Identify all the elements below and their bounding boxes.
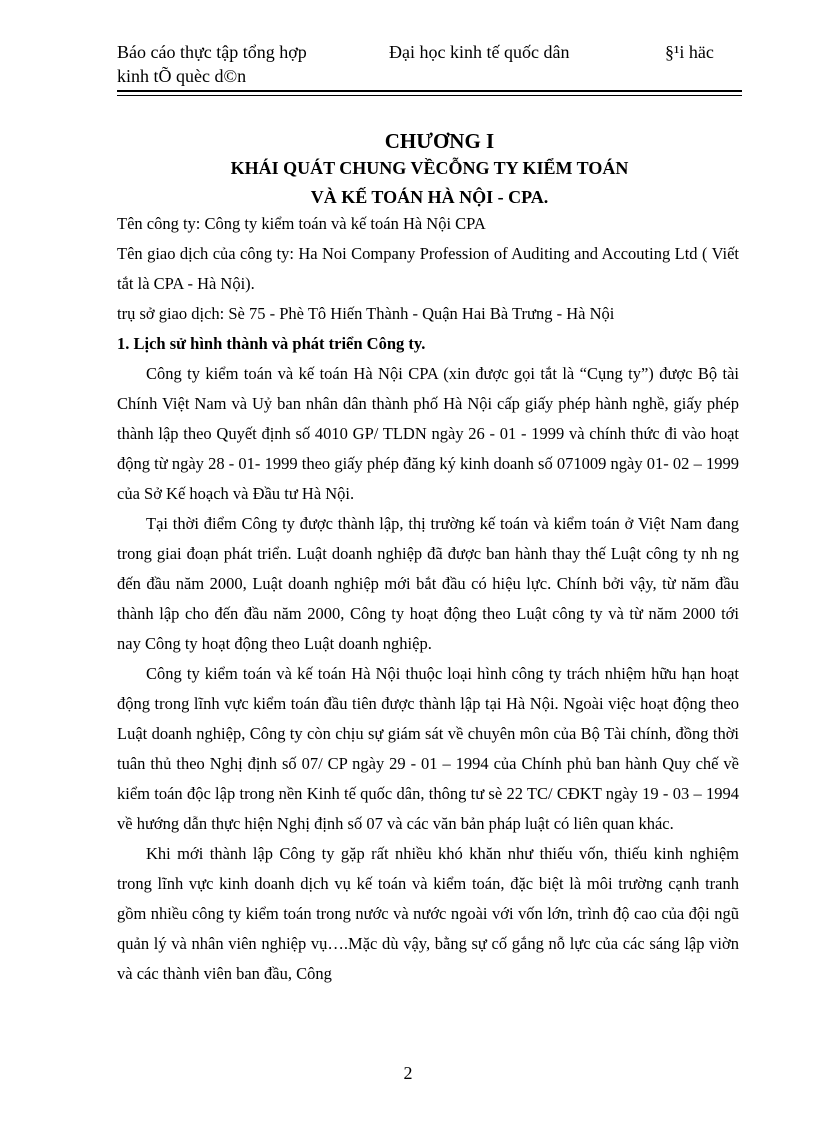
chapter-heading	[117, 128, 742, 212]
chapter-subtitle-line2: VÀ KẾ TOÁN HÀ NỘI - CPA.	[310, 187, 549, 207]
company-name: Tên công ty: Công ty kiểm toán và kế toán Hà Nội CPA	[117, 214, 486, 233]
header-rule-thin	[117, 95, 742, 96]
header-rule-thick	[117, 90, 742, 92]
header-university: Đại học kinh tế quốc dân	[389, 42, 570, 62]
paragraph: Công ty kiểm toán và kế toán Hà Nội thuộc loại hình công ty trách nhiệm hữu hạn hoạt động trong lĩnh vực kiểm toán đầu tiên được thành lập tại Hà Nội. Ngoài việc hoạt động theo Luật doanh nghiệp, Công ty còn chịu sự giám sát về chuyên môn của Bộ Tài chính, đồng thời tuân thủ theo Nghị định số 07/ CP ngày 29 - 01 – 1994 của Chính phủ ban hành Quy chế về kiểm toán độc lập trong nền Kinh tế quốc dân, thông tư sè 22 TC/ CĐKT ngày 19 - 03 – 1994 về hướng dẫn thực hiện Nghị định số 07 và các văn bản pháp luật có liên quan khác.	[117, 664, 739, 833]
page-header	[117, 40, 742, 90]
paragraph: Công ty kiểm toán và kế toán Hà Nội CPA (xin được gọi tắt là “Cụng ty”) được Bộ tài Chính Việt Nam và Uỷ ban nhân dân thành phố Hà Nội cấp giấy phép hành nghề, giấy phép thành lập theo Quyết định số 4010 GP/ TLDN ngày 26 - 01 - 1999 và chính thức đi vào hoạt động từ ngày 28 - 01- 1999 theo giấy phép đăng ký kinh doanh số 071009 ngày 01- 02 – 1999 của Sở Kế hoạch và Đầu tư Hà Nội.	[117, 364, 739, 503]
company-address: trụ sở giao dịch: Sè 75 - Phè Tô Hiến Thành - Quận Hai Bà Trưng - Hà Nội	[117, 304, 615, 323]
paragraph: Khi mới thành lập Công ty gặp rất nhiều khó khăn như thiếu vốn, thiếu kinh nghiệm trong lĩnh vực kinh doanh dịch vụ kế toán và kiểm toán, đặc biệt là môi trường cạnh tranh gồm nhiều công ty kiểm toán trong nước và nước ngoài với vốn lớn, trình độ cao của đội ngũ quản lý và nhân viên nghiệp vụ….Mặc dù vậy, bằng sự cố gắng nỗ lực của các sáng lập viờn và các thành viên ban đầu, Công	[117, 844, 739, 983]
section-heading: 1. Lịch sử hình thành và phát triển Công ty.	[117, 334, 426, 353]
header-left-line1: Báo cáo thực tập tổng hợp	[117, 42, 307, 62]
chapter-subtitle-line1: KHÁI QUÁT CHUNG VỀCỖNG TY KIỂM TOÁN	[230, 158, 629, 178]
page-number: 2	[403, 1063, 413, 1083]
header-right-text: §¹i häc	[665, 42, 714, 62]
header-left-line2: kinh tÕ quèc d©n	[117, 66, 247, 86]
document-body	[117, 209, 739, 989]
chapter-title: CHƯƠNG I	[384, 129, 495, 153]
company-trade-name: Tên giao dịch của công ty: Ha Noi Company Profession of Auditing and Accouting Ltd ( Viết tắt là CPA - Hà Nội).	[117, 244, 739, 293]
paragraph: Tại thời điểm Công ty được thành lập, thị trường kế toán và kiểm toán ở Việt Nam đang trong giai đoạn phát triển. Luật doanh nghiệp đã được ban hành thay thế Luật công ty nh ng đến đầu năm 2000, Luật doanh nghiệp mới bắt đầu có hiệu lực. Chính bởi vậy, từ năm đầu thành lập cho đến đầu năm 2000, Công ty hoạt động theo Luật công ty và từ năm 2000 tới nay Công ty hoạt động theo Luật doanh nghiệp.	[117, 514, 739, 653]
header-report-title	[117, 40, 377, 88]
